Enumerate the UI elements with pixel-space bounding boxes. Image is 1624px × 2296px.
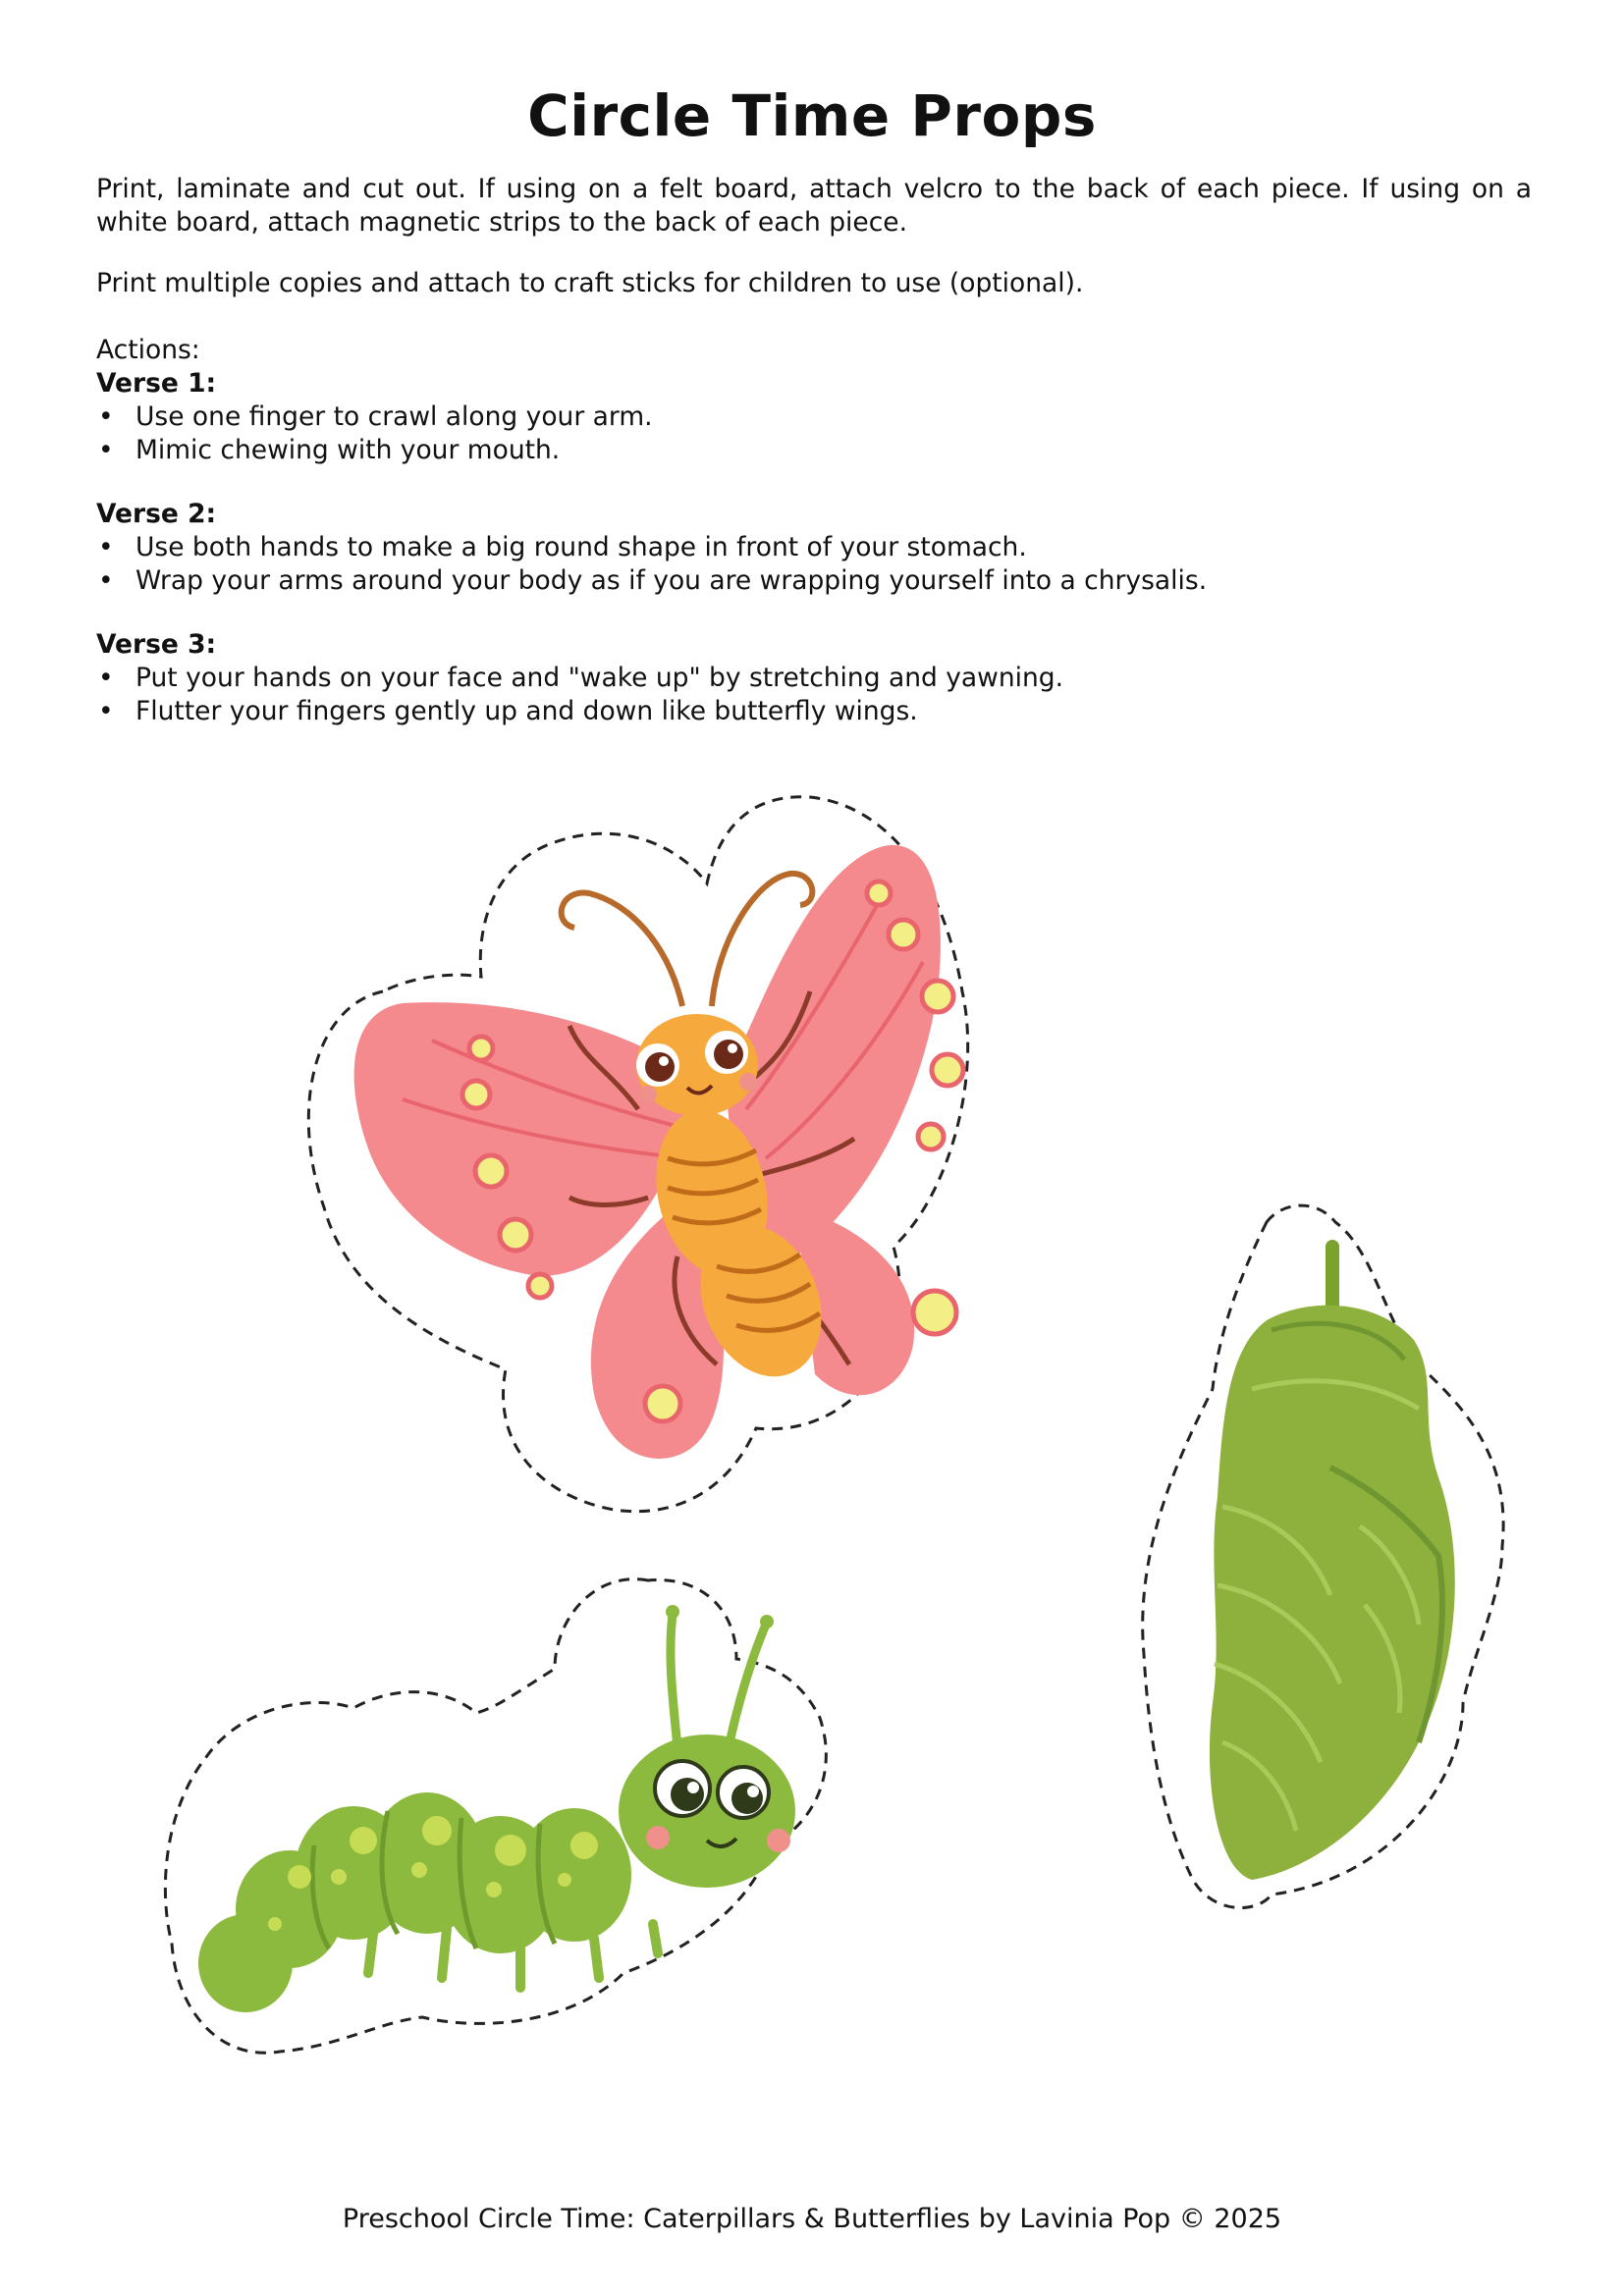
verse-actions-list	[96, 662, 1532, 728]
chrysalis-prop	[1124, 1193, 1537, 1939]
verse-actions-list	[96, 531, 1532, 598]
caterpillar-head	[619, 1735, 795, 1888]
actions-label: Actions:	[96, 335, 200, 365]
list-item: • Mimic chewing with your mouth.	[96, 434, 1532, 467]
optional-note: Print multiple copies and attach to craft sticks for children to use (optional).	[96, 268, 1084, 298]
list-item: • Put your hands on your face and "wake up" by stretching and yawning.	[96, 662, 1532, 695]
verse-title: Verse 1:	[96, 368, 217, 399]
list-item: • Use one finger to crawl along your arm.	[96, 400, 1532, 434]
intro-instructions: Print, laminate and cut out. If using on a felt board, attach velcro to the back of each piece. If using on a white board, attach magnetic strips to the back of each piece.	[96, 174, 1532, 238]
list-item: • Wrap your arms around your body as if you are wrapping yourself into a chrysalis.	[96, 564, 1532, 598]
caterpillar-prop	[162, 1561, 918, 2071]
page-title: Circle Time Props	[527, 82, 1097, 149]
verse-1	[96, 367, 1532, 467]
page-footer: Preschool Circle Time: Caterpillars & Butterflies by Lavinia Pop © 2025	[342, 2204, 1282, 2234]
verse-2	[96, 498, 1532, 598]
verse-title: Verse 3:	[96, 629, 217, 660]
butterfly-head	[636, 1014, 758, 1116]
verse-actions-list	[96, 400, 1532, 467]
list-item: • Use both hands to make a big round shape in front of your stomach.	[96, 531, 1532, 564]
verse-3	[96, 628, 1532, 728]
butterfly-prop	[295, 785, 1080, 1551]
list-item: • Flutter your fingers gently up and down like butterfly wings.	[96, 695, 1532, 728]
verse-title: Verse 2:	[96, 499, 217, 529]
